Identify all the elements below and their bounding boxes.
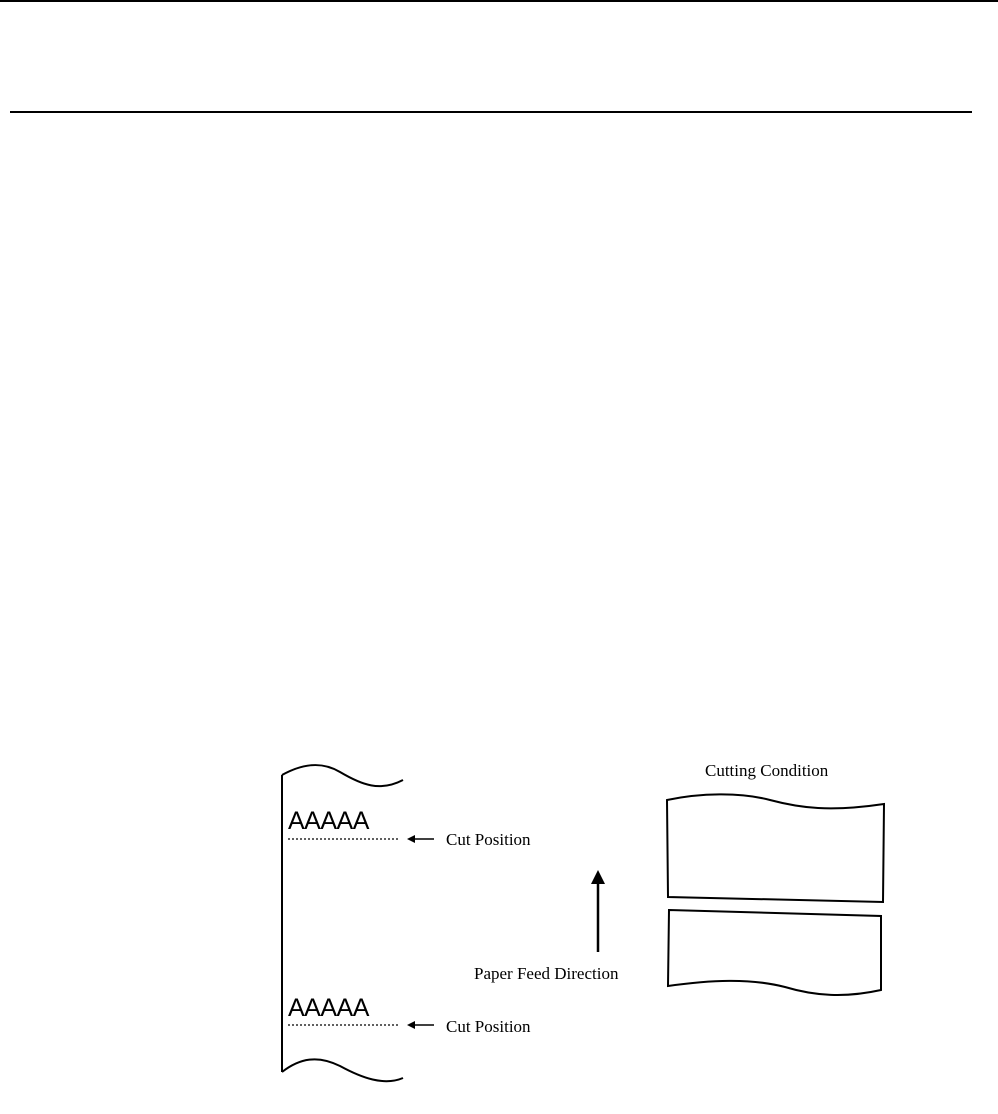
cut-position-arrow-top xyxy=(407,835,434,843)
paper-feed-direction-label: Paper Feed Direction xyxy=(474,964,619,983)
printed-sample-top: AAAAA xyxy=(288,807,369,835)
cut-paper-upper-piece xyxy=(667,794,884,902)
cut-position-label-top: Cut Position xyxy=(446,830,531,849)
cut-position-label-bottom: Cut Position xyxy=(446,1017,531,1036)
paper-strip-top-wave xyxy=(282,765,403,786)
cutting-condition-title: Cutting Condition xyxy=(705,761,829,780)
paper-feed-arrow xyxy=(591,870,605,952)
cut-paper-lower-piece xyxy=(668,910,881,995)
cut-position-arrow-bottom xyxy=(407,1021,434,1029)
printed-sample-bottom: AAAAA xyxy=(288,994,369,1022)
paper-strip-bottom-wave xyxy=(282,1059,403,1081)
